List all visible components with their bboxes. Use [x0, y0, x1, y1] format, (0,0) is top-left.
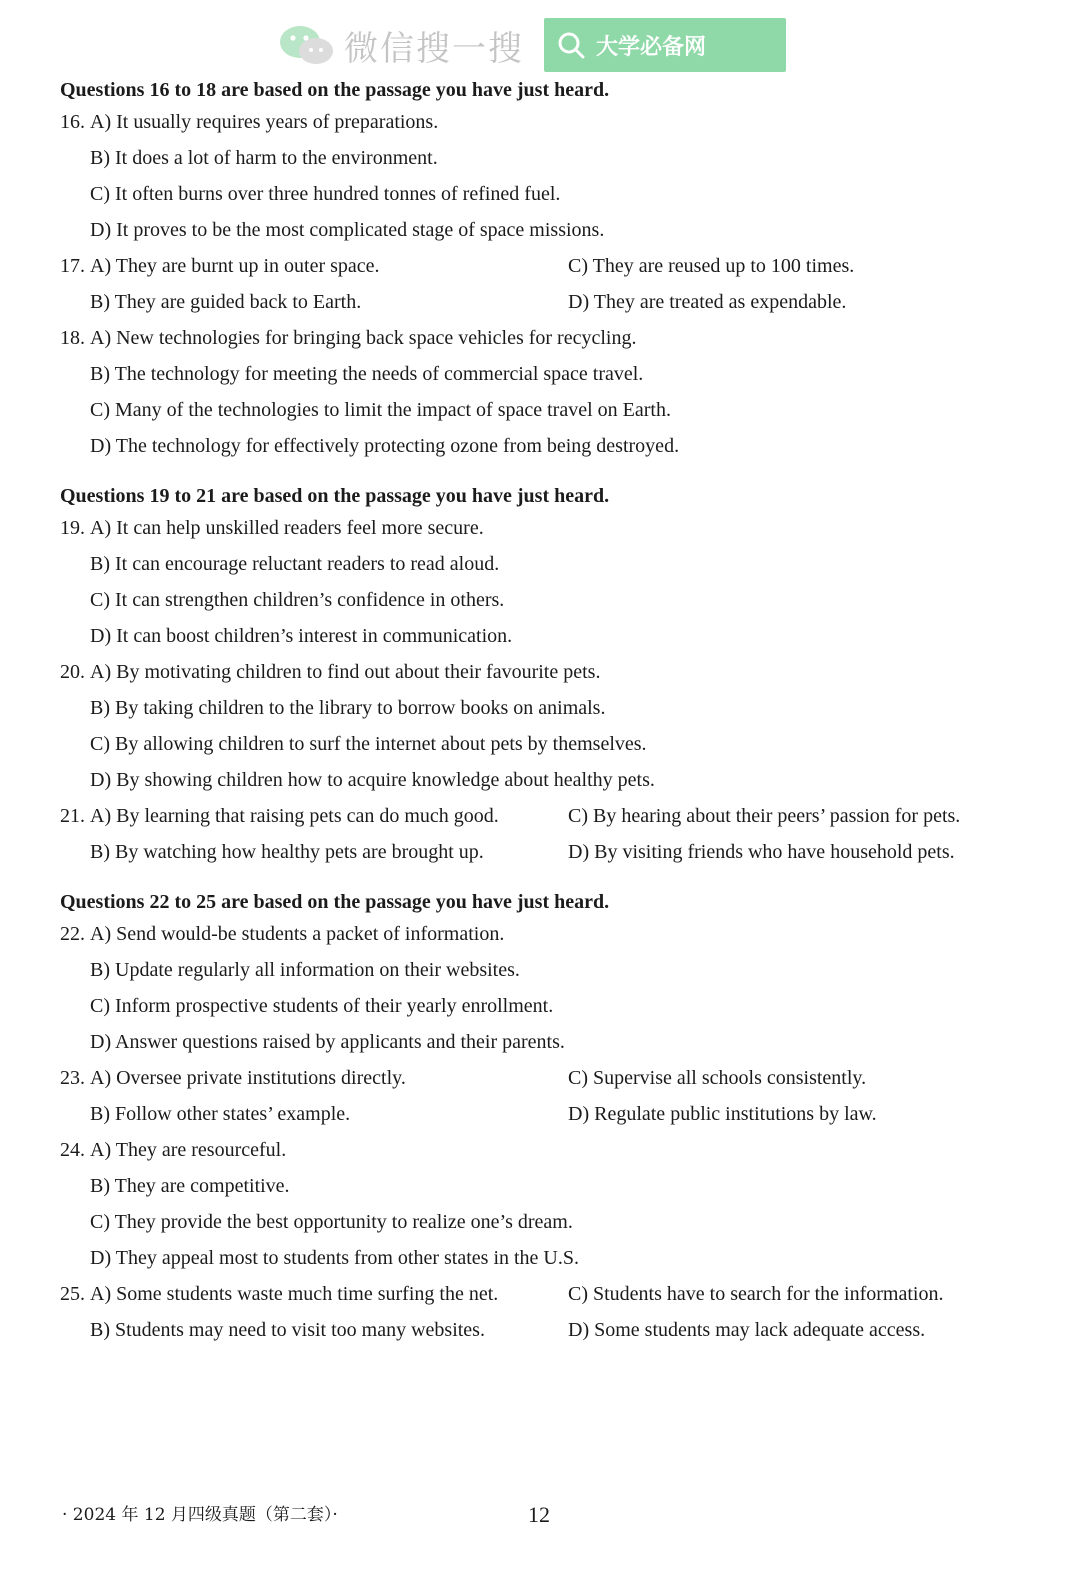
section-gap: [60, 870, 1020, 888]
question-row: [60, 284, 1020, 320]
answer-option: D) It proves to be the most complicated stage of space missions.: [90, 219, 605, 241]
answer-option: B) Follow other states’ example.: [90, 1103, 351, 1125]
question-row: [60, 762, 1020, 798]
question-row: [60, 392, 1020, 428]
question-number: 25.: [60, 1283, 85, 1305]
answer-option: C) They provide the best opportunity to realize one’s dream.: [90, 1211, 573, 1233]
answer-option: C) By hearing about their peers’ passion for pets.: [568, 805, 961, 827]
question-number: 24.: [60, 1139, 85, 1161]
question-row: [60, 104, 1020, 140]
question-row: [60, 176, 1020, 212]
answer-option: C) Many of the technologies to limit the impact of space travel on Earth.: [90, 399, 671, 421]
question-row: [60, 212, 1020, 248]
question-row: [60, 582, 1020, 618]
question-row: [60, 510, 1020, 546]
question-row: [60, 248, 1020, 284]
question-row: [60, 952, 1020, 988]
answer-option: B) They are competitive.: [90, 1175, 290, 1197]
answer-option: D) They appeal most to students from other states in the U.S.: [90, 1247, 579, 1269]
question-row: [60, 1096, 1020, 1132]
answer-option: A) By motivating children to find out about their favourite pets.: [90, 661, 601, 683]
question-number: 16.: [60, 111, 85, 133]
answer-option: D) Regulate public institutions by law.: [568, 1103, 877, 1125]
question-row: [60, 834, 1020, 870]
question-row: [60, 618, 1020, 654]
question-number: 23.: [60, 1067, 85, 1089]
answer-option: D) They are treated as expendable.: [568, 291, 847, 313]
answer-option: C) It can strengthen children’s confidence in others.: [90, 589, 505, 611]
page-number: 12: [528, 1502, 550, 1527]
answer-option: A) New technologies for bringing back space vehicles for recycling.: [90, 327, 637, 349]
question-row: [60, 1168, 1020, 1204]
question-row: [60, 916, 1020, 952]
answer-option: A) They are resourceful.: [90, 1139, 287, 1161]
question-row: [60, 1312, 1020, 1348]
answer-option: A) It can help unskilled readers feel more secure.: [90, 517, 484, 539]
question-row: [60, 1060, 1020, 1096]
question-number: 22.: [60, 923, 85, 945]
footer-exam-label: · 2024 年 12 月四级真题（第二套）·: [62, 1505, 338, 1525]
question-row: [60, 140, 1020, 176]
question-page: [60, 76, 1020, 1348]
answer-option: D) By showing children how to acquire knowledge about healthy pets.: [90, 769, 655, 791]
answer-option: B) By watching how healthy pets are brought up.: [90, 841, 484, 863]
answer-option: B) It can encourage reluctant readers to read aloud.: [90, 553, 500, 575]
answer-option: C) Inform prospective students of their yearly enrollment.: [90, 995, 554, 1017]
answer-option: A) Send would-be students a packet of information.: [90, 923, 505, 945]
watermark-search-text: 微信搜一搜: [344, 28, 524, 69]
wechat-logo-icon: [278, 23, 336, 67]
answer-option: B) It does a lot of harm to the environment.: [90, 147, 438, 169]
answer-option: D) By visiting friends who have household pets.: [568, 841, 955, 863]
question-number: 18.: [60, 327, 85, 349]
question-row: [60, 988, 1020, 1024]
question-row: [60, 1240, 1020, 1276]
answer-option: C) By allowing children to surf the internet about pets by themselves.: [90, 733, 647, 755]
watermark-banner: [278, 18, 707, 72]
answer-option: A) They are burnt up in outer space.: [90, 255, 380, 277]
answer-option: D) Answer questions raised by applicants and their parents.: [90, 1031, 565, 1053]
watermark-site-name: 大学必备网: [596, 34, 707, 60]
answer-option: A) It usually requires years of preparations.: [90, 111, 439, 133]
answer-option: B) By taking children to the library to borrow books on animals.: [90, 697, 606, 719]
answer-option: C) Supervise all schools consistently.: [568, 1067, 867, 1089]
question-row: [60, 654, 1020, 690]
answer-option: C) Students have to search for the information.: [568, 1283, 944, 1305]
question-number: 17.: [60, 255, 85, 277]
answer-option: D) Some students may lack adequate access.: [568, 1319, 926, 1341]
answer-option: D) It can boost children’s interest in communication.: [90, 625, 513, 647]
question-row: [60, 798, 1020, 834]
question-row: [60, 1132, 1020, 1168]
question-row: [60, 1204, 1020, 1240]
section-heading: Questions 16 to 18 are based on the passage you have just heard.: [60, 79, 610, 101]
watermark-search-box: [544, 18, 786, 72]
answer-option: A) By learning that raising pets can do much good.: [90, 805, 499, 827]
question-row: [60, 690, 1020, 726]
question-row: [60, 1276, 1020, 1312]
section-gap: [60, 464, 1020, 482]
question-number: 20.: [60, 661, 85, 683]
answer-option: C) They are reused up to 100 times.: [568, 255, 855, 277]
answer-option: A) Some students waste much time surfing the net.: [90, 1283, 499, 1305]
search-icon: [556, 30, 586, 60]
answer-option: C) It often burns over three hundred tonnes of refined fuel.: [90, 183, 561, 205]
answer-option: B) They are guided back to Earth.: [90, 291, 362, 313]
answer-option: B) The technology for meeting the needs of commercial space travel.: [90, 363, 644, 385]
section-heading: Questions 19 to 21 are based on the passage you have just heard.: [60, 485, 610, 507]
question-row: [60, 726, 1020, 762]
answer-option: B) Update regularly all information on their websites.: [90, 959, 520, 981]
answer-option: A) Oversee private institutions directly.: [90, 1067, 406, 1089]
question-row: [60, 320, 1020, 356]
question-row: [60, 428, 1020, 464]
question-row: [60, 1024, 1020, 1060]
question-row: [60, 546, 1020, 582]
question-number: 19.: [60, 517, 85, 539]
section-heading: Questions 22 to 25 are based on the passage you have just heard.: [60, 891, 610, 913]
question-row: [60, 356, 1020, 392]
answer-option: D) The technology for effectively protecting ozone from being destroyed.: [90, 435, 680, 457]
question-number: 21.: [60, 805, 85, 827]
answer-option: B) Students may need to visit too many websites.: [90, 1319, 485, 1341]
